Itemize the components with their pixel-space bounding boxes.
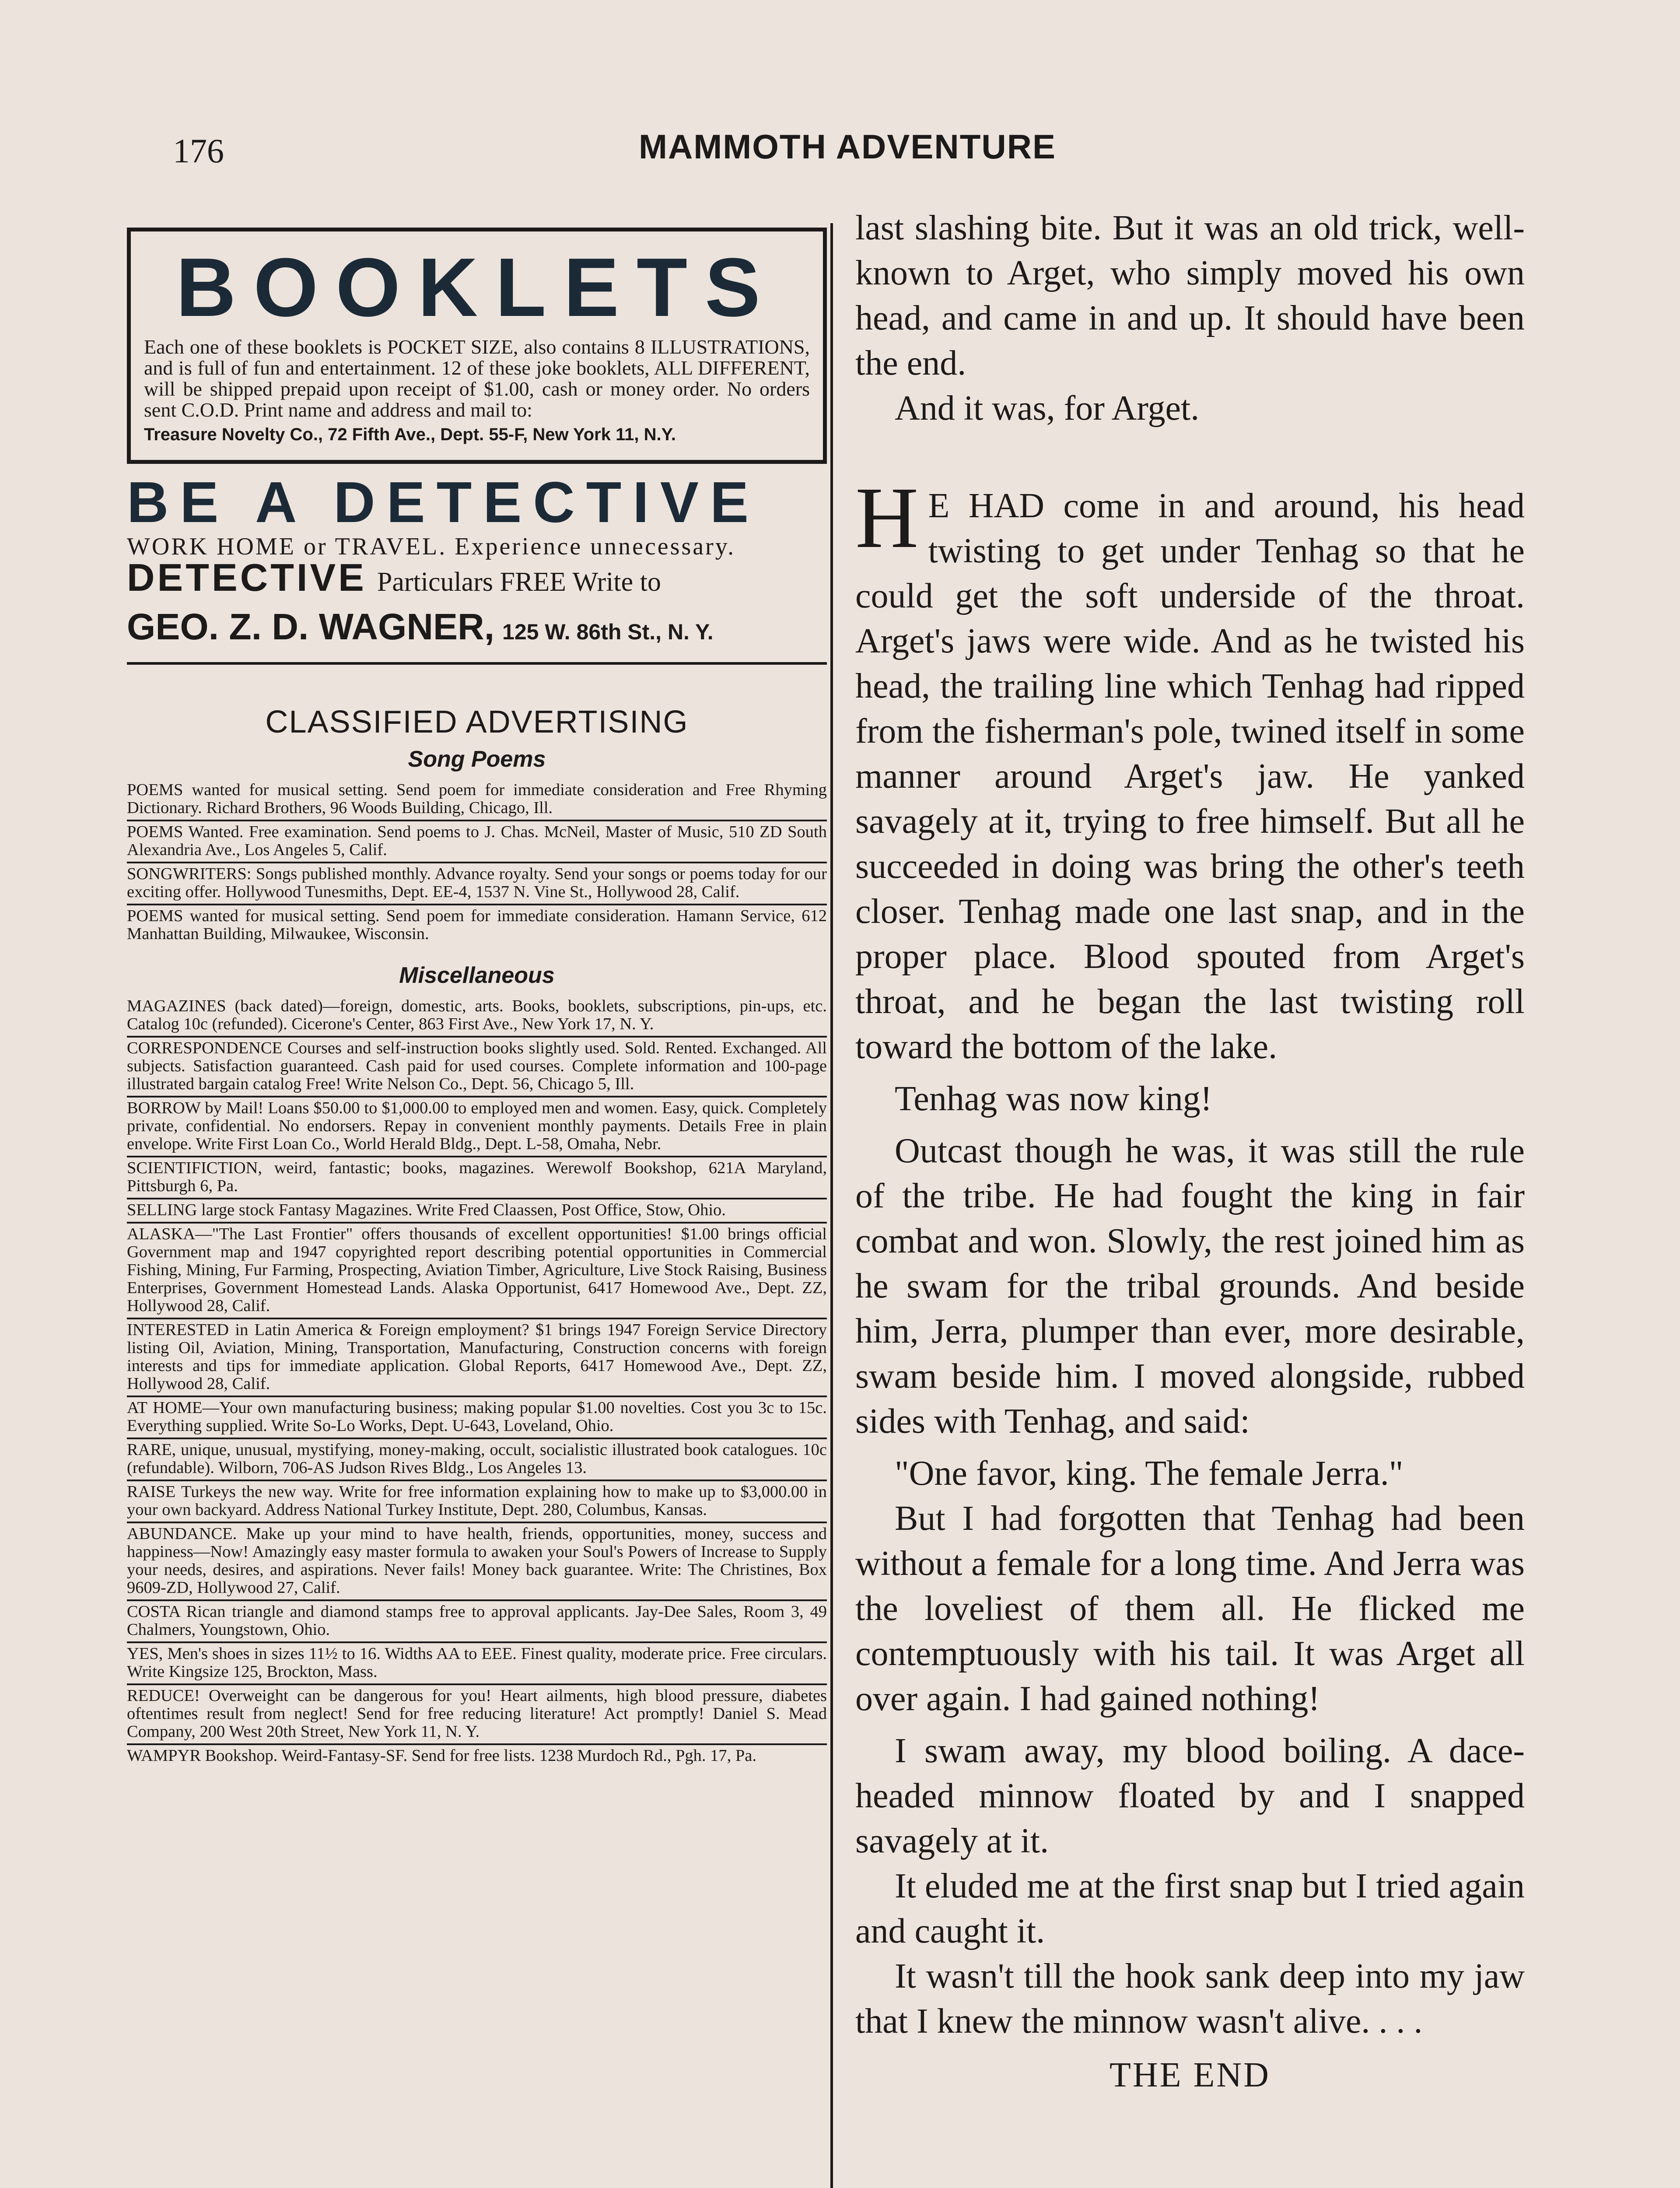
misc-list [127, 996, 827, 1767]
story-paragraph: It eluded me at the first snap but I tried again and caught it. [855, 1867, 1525, 1950]
detective-particulars-line [127, 556, 827, 607]
story-paragraph: E HAD come in and around, his head twisting to get under Tenhag so that he could get the soft underside of the throat. Arget's jaws were wide. And as he twisted his head, the trailing line which Tenhag had ripped from the fisherman's pole, twined itself in some manner around Arget's jaw. He yanked savagely at it, trying to free himself. But all he succeeded in doing was bring the other's teeth closer. Tenhag made one last snap, and in the proper place. Blood spouted from Arget's throat, and he began the last twisting roll toward the bottom of the lake. [855, 487, 1525, 1066]
classified-ad: INTERESTED in Latin America & Foreign employment? $1 brings 1947 Foreign Service Directory listing Oil, Aviation, Mining, Transportation, Manufacturing, Construction concerns with foreign interests and tips for immediate application. Global Reports, 6417 Homewood Ave., Dept. ZZ, Hollywood 28, Calif. [127, 1319, 827, 1397]
story-paragraph: And it was, for Arget. [895, 389, 1200, 428]
story-paragraph: But I had forgotten that Tenhag had been without a female for a long time. And Jerra was the loveliest of them all. He flicked me contemptuously with his tail. It was Arget all over again. I had gained nothing! [855, 1499, 1525, 1718]
ad-column [127, 228, 827, 1767]
page-number: 176 [173, 132, 224, 170]
column-divider [830, 223, 833, 2188]
the-end: THE END [1110, 2056, 1270, 2094]
song-poems-list [127, 779, 827, 946]
detective-title: BE A DETECTIVE [127, 470, 760, 534]
story-paragraph: Tenhag was now king! [895, 1080, 1212, 1118]
classified-ad: RARE, unique, unusual, mystifying, money-making, occult, socialistic illustrated book catalogues. 10c (refundable). Wilborn, 706-AS Judson Rives Bldg., Los Angeles 13. [127, 1439, 827, 1481]
story-paragraph: Outcast though he was, it was still the rule of the tribe. He had fought the king in fair combat and won. Slowly, the rest joined him as he swam for the tribal grounds. And beside him, Jerra, plumper than ever, more desirable, swam beside him. I moved alongside, rubbed sides with Tenhag, and said: [855, 1132, 1525, 1441]
story-paragraph: last slashing bite. But it was an old trick, well-known to Arget, who simply moved his own head, and came in and up. It should have been the end. [855, 209, 1525, 382]
story-column [855, 206, 1525, 2098]
story-paragraph: "One favor, king. The female Jerra." [895, 1454, 1404, 1493]
detective-name: GEO. Z. D. WAGNER, [127, 606, 495, 647]
classified-ad: AT HOME—Your own manufacturing business; making popular $1.00 novelties. Cost you 3c to 15c. Everything supplied. Write So-Lo Works, Dept. U-643, Loveland, Ohio. [127, 1397, 827, 1439]
classified-ad: BORROW by Mail! Loans $50.00 to $1,000.00 to employed men and women. Easy, quick. Completely private, confidential. No endorsers. Repay in convenient monthly payments. Details Free in plain envelope. Write First Loan Co., World Herald Bldg., Dept. L-58, Omaha, Nebr. [127, 1098, 827, 1157]
classified-ad: POEMS wanted for musical setting. Send poem for immediate consideration. Hamann Service, 612 Manhattan Building, Milwaukee, Wisconsin. [127, 907, 827, 943]
classified-ad: WAMPYR Bookshop. Weird-Fantasy-SF. Send for free lists. 1238 Murdoch Rd., Pgh. 17, Pa. [127, 1746, 756, 1765]
classified-ad: RAISE Turkeys the new way. Write for free information explaining how to make up to $3,000.00 in your own backyard. Address National Turkey Institute, Dept. 280, Columbus, Kansas. [127, 1481, 827, 1523]
booklets-title: BOOKLETS [176, 241, 778, 334]
classified-ad: YES, Men's shoes in sizes 11½ to 16. Widths AA to EEE. Finest quality, moderate price. Free circulars. Write Kingsize 125, Brockton, Mass. [127, 1643, 827, 1685]
detective-address: 125 W. 86th St., N. Y. [502, 620, 714, 644]
classified-ad: ABUNDANCE. Make up your mind to have health, friends, opportunities, money, success and happiness—Now! Amazingly easy master formula to awaken your Soul's Powers of Increase to Supply your needs, desires, and aspirations. Never fails! Money back guarantee. Write: The Christines, Box 9609-ZD, Hollywood 27, Calif. [127, 1523, 827, 1601]
section-break [855, 470, 1525, 1069]
classified-ad: ALASKA—"The Last Frontier" offers thousands of excellent opportunities! $1.00 brings official Government map and 1947 copyrighted report describing potential opportunities in Commercial Fishing, Mining, Fur Farming, Prospecting, Aviation Timber, Agriculture, Live Stock Raising, Business Enterprises, Government Homestead Lands. Alaska Opportunist, 6417 Homewood Ave., Dept. ZZ, Hollywood 28, Calif. [127, 1224, 827, 1319]
classified-ad: CORRESPONDENCE Courses and self-instruction books slightly used. Sold. Rented. Exchanged. All subjects. Satisfaction guaranteed. Cash paid for used courses. Complete information and 100-page illustrated bargain catalog Free! Write Nelson Co., Dept. 56, Chicago 5, Ill. [127, 1038, 827, 1098]
classified-ad: SCIENTIFICTION, weird, fantastic; books, magazines. Werewolf Bookshop, 621A Maryland, Pittsburgh 6, Pa. [127, 1157, 827, 1199]
detective-word: DETECTIVE [127, 556, 367, 599]
classified-title: CLASSIFIED ADVERTISING [265, 705, 689, 740]
detective-tagline: WORK HOME or TRAVEL. Experience unnecessary. [127, 533, 736, 560]
story-paragraph: It wasn't till the hook sank deep into my jaw that I knew the minnow wasn't alive. . . . [855, 1957, 1525, 2041]
detective-ad [127, 472, 827, 665]
classified-ad: MAGAZINES (back dated)—foreign, domestic, arts. Books, booklets, subscriptions, pin-ups, etc. Catalog 10c (refunded). Cicerone's Center, 863 First Ave., New York 17, N. Y. [127, 996, 827, 1038]
detective-contact-line [127, 607, 827, 658]
classified-ad: SONGWRITERS: Songs published monthly. Advance royalty. Send your songs or poems today for our exciting offer. Hollywood Tunesmiths, Dept. EE-4, 1537 N. Vine St., Hollywood 28, Calif. [127, 863, 827, 905]
song-poems-heading: Song Poems [408, 747, 546, 772]
detective-particulars: Particulars FREE Write to [377, 567, 661, 597]
booklets-ad [127, 228, 827, 464]
running-title: MAMMOTH ADVENTURE [639, 127, 1057, 166]
classified-ad: REDUCE! Overweight can be dangerous for you! Heart ailments, high blood pressure, diabetes oftentimes result from neglect! Send for free reducing literature! Act promptly! Daniel S. Mead Company, 200 West 20th Street, New York 11, N. Y. [127, 1685, 827, 1745]
drop-cap: H [855, 470, 919, 566]
classified-ad: POEMS Wanted. Free examination. Send poems to J. Chas. McNeil, Master of Music, 510 ZD South Alexandria Ave., Los Angeles 5, Calif. [127, 821, 827, 863]
misc-heading: Miscellaneous [399, 963, 555, 988]
story-paragraph: I swam away, my blood boiling. A dace-headed minnow floated by and I snapped savagely at it. [855, 1732, 1525, 1860]
classified-ad: SELLING large stock Fantasy Magazines. Write Fred Claassen, Post Office, Stow, Ohio. [127, 1199, 827, 1224]
booklets-body: Each one of these booklets is POCKET SIZE, also contains 8 ILLUSTRATIONS, and is full of fun and entertainment. 12 of these joke booklets, ALL DIFFERENT, will be shipped prepaid upon receipt of $1.00, cash or money order. No orders sent C.O.D. Print name and address and mail to: [144, 336, 810, 421]
classified-ad: POEMS wanted for musical setting. Send poem for immediate consideration and Free Rhyming Dictionary. Richard Brothers, 96 Woods Building, Chicago, Ill. [127, 779, 827, 821]
booklets-address: Treasure Novelty Co., 72 Fifth Ave., Dept. 55-F, New York 11, N.Y. [144, 425, 676, 444]
classified-ad: COSTA Rican triangle and diamond stamps free to approval applicants. Jay-Dee Sales, Room 3, 49 Chalmers, Youngstown, Ohio. [127, 1601, 827, 1643]
